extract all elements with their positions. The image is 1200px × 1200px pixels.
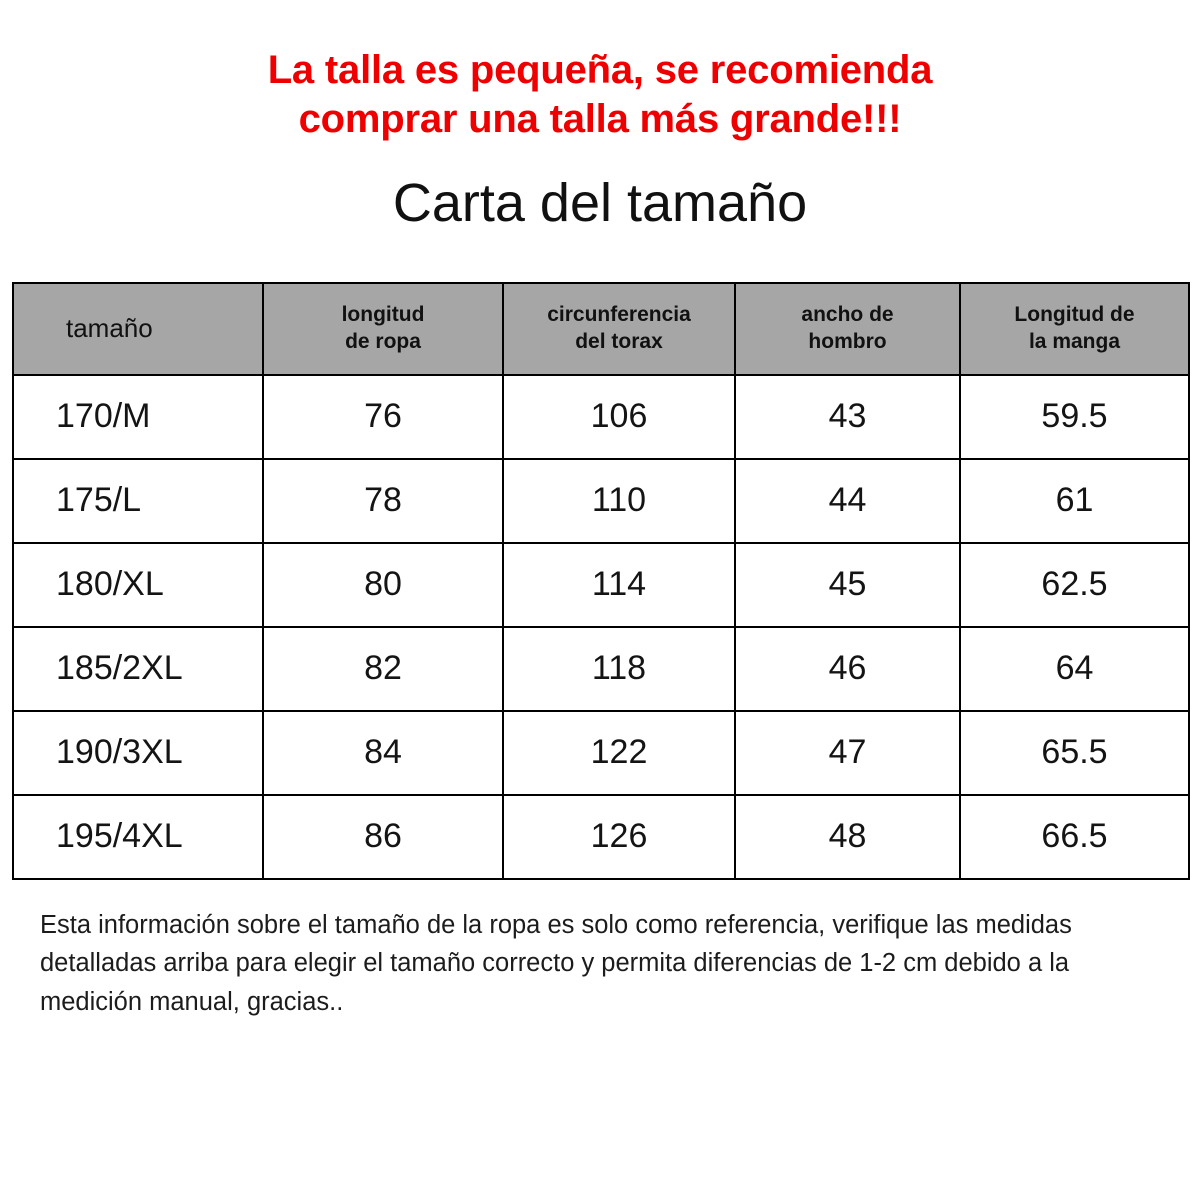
cell-chest-circumference: 114	[503, 543, 735, 627]
column-header-shoulder-width-line-1: ancho de	[801, 303, 894, 327]
size-warning-line-2: comprar una talla más grande!!!	[298, 96, 902, 141]
size-warning-heading	[0, 0, 1200, 144]
table-row	[13, 795, 1189, 879]
cell-shoulder-width: 43	[735, 375, 960, 459]
cell-chest-circumference: 126	[503, 795, 735, 879]
column-header-size: tamaño	[13, 283, 263, 375]
cell-clothing-length: 86	[263, 795, 503, 879]
cell-chest-circumference: 118	[503, 627, 735, 711]
column-header-clothing-length-line-2: de ropa	[345, 329, 421, 353]
cell-clothing-length: 78	[263, 459, 503, 543]
measurement-disclaimer: Esta información sobre el tamaño de la ropa es solo como referencia, verifique las medidas detalladas arriba para elegir el tamaño correcto y permita diferencias de 1-2 cm debido a la medición manual, gracias..	[40, 910, 1072, 1017]
cell-size: 180/XL	[13, 543, 263, 627]
size-warning-line-1: La talla es pequeña, se recomienda	[267, 48, 933, 92]
cell-size: 190/3XL	[13, 711, 263, 795]
column-header-sleeve-length	[960, 283, 1189, 375]
size-table-wrapper	[12, 282, 1188, 880]
column-header-sleeve-length-line-2: la manga	[1028, 329, 1121, 353]
cell-clothing-length: 84	[263, 711, 503, 795]
column-header-clothing-length-line-1: longitud	[341, 303, 425, 327]
cell-clothing-length: 82	[263, 627, 503, 711]
cell-shoulder-width: 47	[735, 711, 960, 795]
column-header-clothing-length	[263, 283, 503, 375]
column-header-chest-circumference-line-2: del torax	[575, 329, 663, 353]
cell-clothing-length: 76	[263, 375, 503, 459]
table-body	[13, 375, 1189, 879]
table-row	[13, 711, 1189, 795]
cell-sleeve-length: 62.5	[960, 543, 1189, 627]
cell-clothing-length: 80	[263, 543, 503, 627]
cell-size: 185/2XL	[13, 627, 263, 711]
table-row	[13, 459, 1189, 543]
cell-size: 175/L	[13, 459, 263, 543]
cell-size: 170/M	[13, 375, 263, 459]
page-title: Carta del tamaño	[392, 172, 808, 233]
cell-chest-circumference: 110	[503, 459, 735, 543]
column-header-sleeve-length-line-1: Longitud de	[1014, 303, 1135, 327]
column-header-shoulder-width-line-2: hombro	[808, 329, 887, 353]
table-header-row	[13, 283, 1189, 375]
cell-sleeve-length: 61	[960, 459, 1189, 543]
cell-shoulder-width: 46	[735, 627, 960, 711]
cell-size: 195/4XL	[13, 795, 263, 879]
cell-shoulder-width: 48	[735, 795, 960, 879]
cell-sleeve-length: 65.5	[960, 711, 1189, 795]
cell-chest-circumference: 106	[503, 375, 735, 459]
column-header-shoulder-width	[735, 283, 960, 375]
table-row	[13, 627, 1189, 711]
table-header	[13, 283, 1189, 375]
table-row	[13, 543, 1189, 627]
column-header-chest-circumference-line-1: circunferencia	[547, 303, 691, 327]
column-header-chest-circumference	[503, 283, 735, 375]
cell-sleeve-length: 64	[960, 627, 1189, 711]
cell-shoulder-width: 44	[735, 459, 960, 543]
cell-shoulder-width: 45	[735, 543, 960, 627]
cell-sleeve-length: 59.5	[960, 375, 1189, 459]
table-row	[13, 375, 1189, 459]
cell-chest-circumference: 122	[503, 711, 735, 795]
cell-sleeve-length: 66.5	[960, 795, 1189, 879]
size-chart-table	[12, 282, 1190, 880]
